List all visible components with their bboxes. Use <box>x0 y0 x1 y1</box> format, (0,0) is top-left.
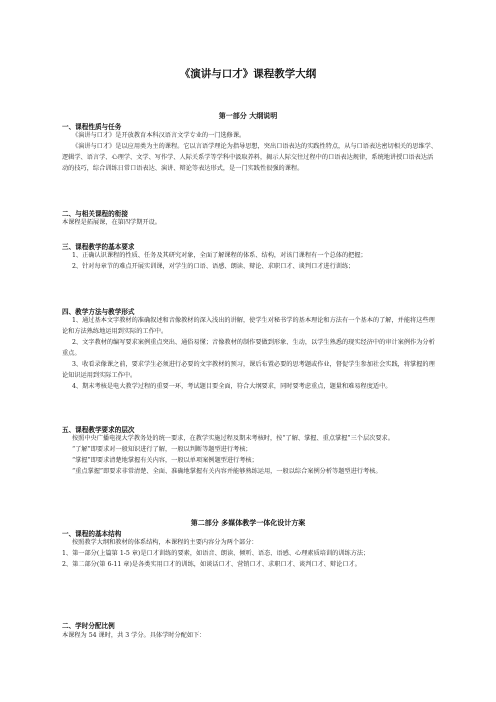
section-body <box>62 315 438 392</box>
section-heading: 三、课程教学的基本要求 <box>62 243 135 251</box>
section-body <box>62 217 438 228</box>
section-heading: 一、课程性质与任务 <box>62 123 122 131</box>
paragraph: 按照教学大纲和教材的体系结构，本课程的主要内容分为两个部分： <box>72 539 258 546</box>
section-body <box>62 630 438 641</box>
section-heading: 一、课程的基本结构 <box>62 530 122 538</box>
section-body <box>62 250 438 272</box>
section-heading: 四、教学方法与教学形式 <box>62 308 135 316</box>
paragraph: 4、期末考核是电大教学过程的重要一环，考试题目要全面，符合大纲要求，同时要考虑重点，题量和难易程度适中。 <box>72 383 392 390</box>
paragraph: 2、针对每章节的难点开展实训课，对学生的口语、语感、朗读、辩论、求职口才、谈判口才进行训练； <box>72 263 355 270</box>
paragraph: 按照中央广播电视大学教务处的统一要求，在教学实施过程及期末考核时，按“了解、掌握、重点掌握”三个层次要求。 <box>72 435 394 442</box>
paragraph: 本课程为 54 课时，共 3 学分。具体学时分配如下： <box>62 632 206 639</box>
paragraph: 1、通过基本文字教材的准确叙述和音像教材的深入浅出的讲解，使学生对秘书学的基本理论和方法有一个基本的了解，并能将这些理论和方法熟练地运用到实际的工作中。 <box>62 317 435 335</box>
part1-heading: 第一部分 大纲说明 <box>218 111 278 120</box>
paragraph: “掌握”即要求清楚地掌握有关内容，一般以单项案例题型进行考核； <box>72 457 258 464</box>
part2-heading: 第二部分 多媒体教学一体化设计方案 <box>190 518 306 527</box>
paragraph: 本课程是拓展课，在第四学期开设。 <box>62 219 161 226</box>
paragraph: 《演讲与口才》是以应用类为主的课程。它以言语学理论为指导思想，突出口语表达的实践性特点，从与口语表达密切相关的思维学、逻辑学、语言学、心理学、文学、写作学、人际关系学等学科中汲取养料，揭示人际交往过程中的口语表达规律，系统地讲授口语表达活动的技巧，综合训练日常口语表达、演讲、辩论等表达形式，是一门实践性很强的课程。 <box>62 143 438 172</box>
paragraph: 《演讲与口才》是开放教育本科汉语言文学专业的一门选修课。 <box>72 132 246 139</box>
paragraph: “了解”即要求对一般知识进行了解，一般以判断等题型进行考核； <box>72 446 252 453</box>
section-heading: 二、与相关课程的衔接 <box>62 210 128 218</box>
section-heading: 五、课程教学要求的层次 <box>62 426 135 434</box>
section-body <box>62 537 438 570</box>
section-heading: 二、学时分配比例 <box>62 622 115 630</box>
paragraph: “重点掌握”即要求非常清楚、全面、准确地掌握有关内容并能够熟练运用，一般以综合案例分析等题型进行考核。 <box>72 468 382 475</box>
section-body <box>62 130 438 174</box>
section-body <box>62 433 438 477</box>
document-title: 《演讲与口才》课程教学大纲 <box>179 68 317 80</box>
paragraph: 3、收看录像课之前，要求学生必须进行必要的文字教材的预习，课后布置必要的思考题或作业，督促学生参加社会实践，将掌握的理论知识运用到实际工作中。 <box>62 361 435 379</box>
paragraph: 2、文字教材的编写要求案例重点突出、通俗易懂；音像教材的制作要做到形象、生动，以学生熟悉的现实经济中的审计案例作为分析重点。 <box>62 339 435 357</box>
paragraph: 1、第一部分(上篇第 1-5 章)是口才训练的要素，如语音、朗读、倾听、语态、语感、心理素质培训的训练方法； <box>62 550 370 557</box>
paragraph: 1、正确认识课程的性质、任务及其研究对象，全面了解课程的体系、结构，对该门课程有一个总体的把握； <box>72 252 367 259</box>
paragraph: 2、第二部分(第 6-11 章)是各类实用口才的训练，如谈话口才、营销口才、求职口才、谈判口才、辩论口才。 <box>62 561 361 568</box>
